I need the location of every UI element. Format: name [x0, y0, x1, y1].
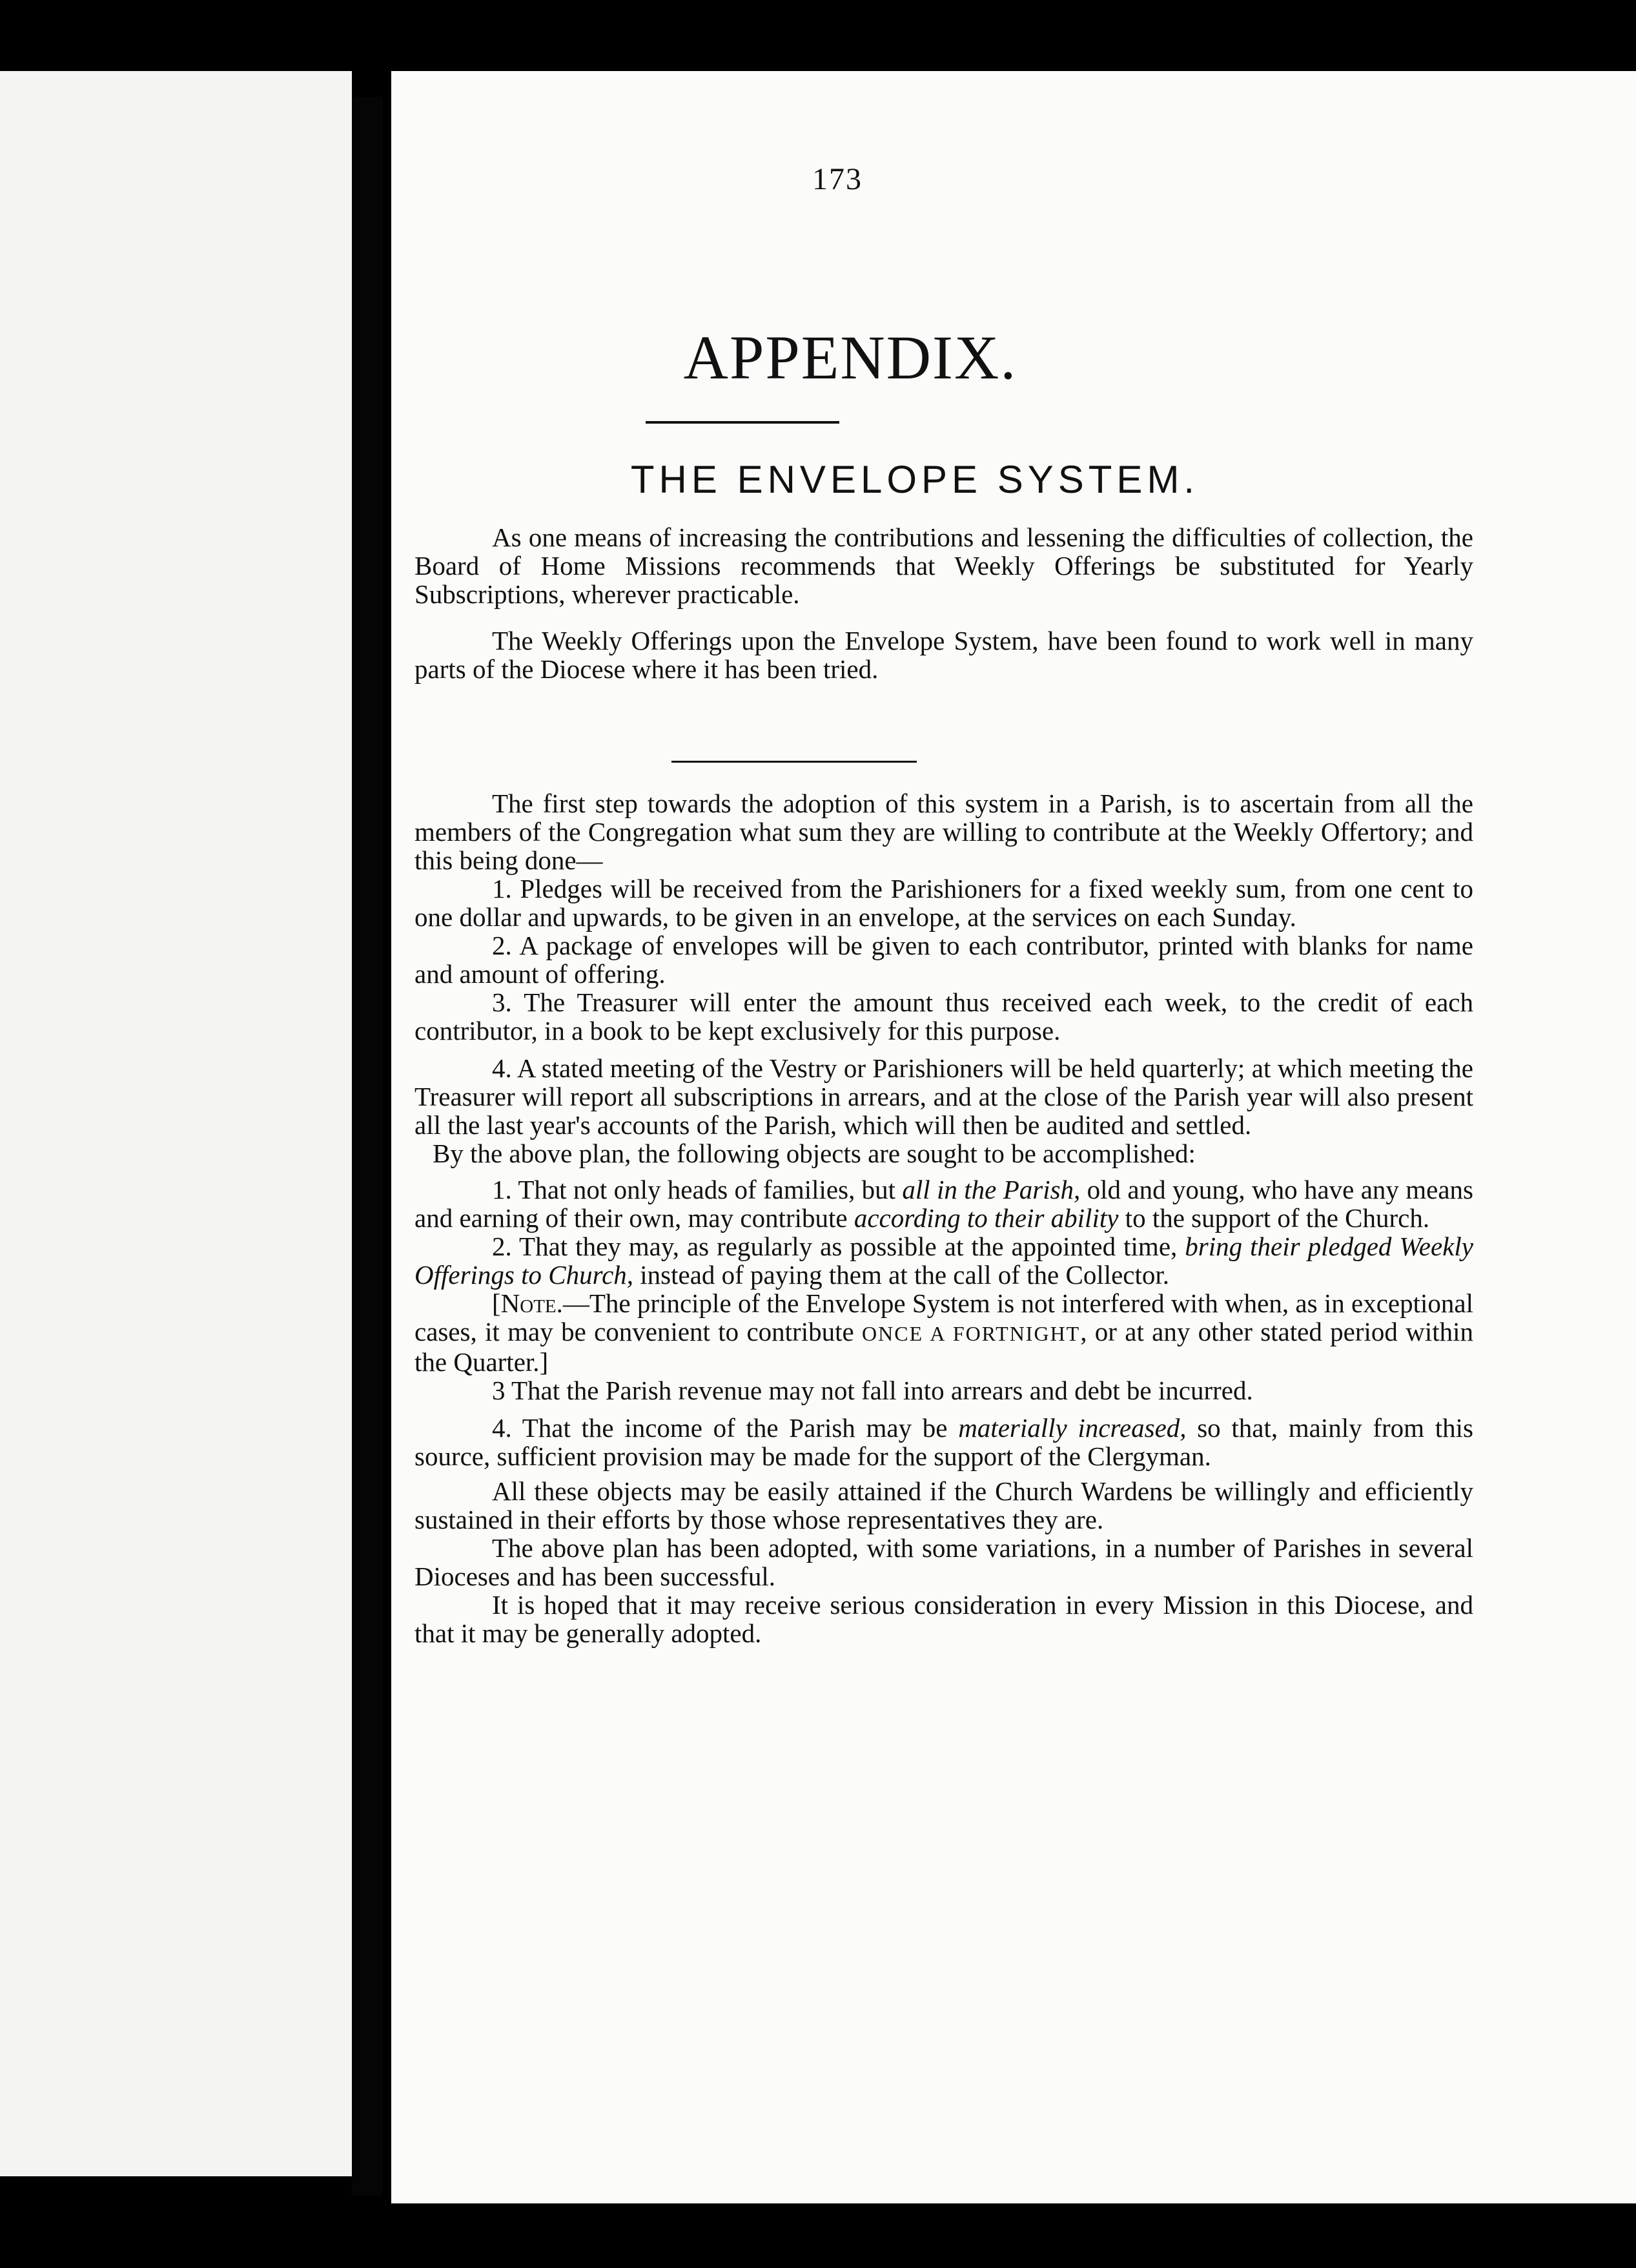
body-block — [414, 789, 1473, 1647]
note-emphasis: ONCE A FORTNIGHT — [862, 1322, 1081, 1345]
object-emphasis: according to their ability — [854, 1203, 1119, 1233]
object-text: 1. That not only heads of families, but — [492, 1175, 903, 1204]
intro-block — [414, 523, 1473, 683]
intro-paragraph: The Weekly Offerings upon the Envelope System, have been found to work well in many parts of the Diocese where it has been tried. — [414, 626, 1473, 684]
object-text: 4. That the income of the Parish may be — [492, 1413, 959, 1443]
closing-paragraph: All these objects may be easily attained if the Church Wardens be willingly and efficiently sustained in their efforts by those whose representatives they are. — [414, 1476, 1473, 1534]
section-rule — [671, 761, 917, 763]
step-item: 2. A package of envelopes will be given to each contributor, printed with blanks for name and amount of offering. — [414, 931, 1473, 989]
object-emphasis: all in the Parish, — [902, 1175, 1081, 1204]
closing-paragraph: It is hoped that it may receive serious consideration in every Mission in this Diocese, and that it may be generally adopted. — [414, 1590, 1473, 1648]
object-emphasis: materially increased, — [958, 1413, 1187, 1443]
object-text: to the support of the Church. — [1118, 1203, 1430, 1233]
steps-intro: The first step towards the adoption of this system in a Parish, is to ascertain from all the members of the Congregation what sum they are willing to contribute at the Weekly Offertory; and this being done— — [414, 789, 1473, 875]
note-label: Note. — [500, 1288, 563, 1318]
step-item: 3. The Treasurer will enter the amount thus received each week, to the credit of each contributor, in a book to be kept exclusively for this purpose. — [414, 987, 1473, 1046]
object-item — [414, 1232, 1473, 1289]
heading-rule — [646, 421, 839, 424]
appendix-heading: APPENDIX. — [683, 323, 1017, 392]
object-item — [414, 1414, 1473, 1470]
object-text: 2. That they may, as regularly as possible at the appointed time, — [492, 1232, 1185, 1261]
section-title: THE ENVELOPE SYSTEM. — [630, 458, 1200, 501]
object-item: 3 That the Parish revenue may not fall into arrears and debt be incurred. — [492, 1376, 1253, 1405]
closing-paragraph: The above plan has been adopted, with some variations, in a number of Parishes in several Dioceses and has been successful. — [414, 1533, 1473, 1591]
object-item — [414, 1175, 1473, 1232]
object-text: instead of paying them at the call of the Collector. — [633, 1260, 1170, 1290]
object-text: old and young, who have any means and earning of their own, may contribute — [414, 1175, 1474, 1233]
objects-intro: By the above plan, the following objects are sought to be accomplished: — [433, 1139, 1196, 1168]
page-number: 173 — [812, 162, 863, 196]
note-paragraph — [414, 1289, 1473, 1376]
book-spine — [352, 97, 383, 2196]
step-item: 1. Pledges will be received from the Parishioners for a fixed weekly sum, from one cent to one dollar and upwards, to be given in an envelope, at the services on each Sunday. — [414, 874, 1473, 932]
object-text: so that, mainly from this source, sufficient provision may be made for the support of the Clergyman. — [414, 1413, 1473, 1471]
step-item: 4. A stated meeting of the Vestry or Parishioners will be held quarterly; at which meeting the Treasurer will report all subscriptions in arrears, and at the close of the Parish year will also present all the last year's accounts of the Parish, which will then be audited and settled. — [414, 1053, 1473, 1140]
note-text: [ — [492, 1288, 501, 1318]
note-text: —The principle of the Envelope System is not interfered with when, as in exceptional cases, it may be convenient to contribute — [414, 1288, 1473, 1346]
object-emphasis: bring their pledged Weekly Offerings to Church, — [414, 1232, 1473, 1290]
intro-paragraph: As one means of increasing the contributions and lessening the difficulties of collection, the Board of Home Missions recommends that Weekly Offerings be substituted for Yearly Subscriptions, wherever practicable. — [414, 522, 1473, 609]
note-text: , or at any other stated period within the Quarter.] — [414, 1317, 1473, 1377]
